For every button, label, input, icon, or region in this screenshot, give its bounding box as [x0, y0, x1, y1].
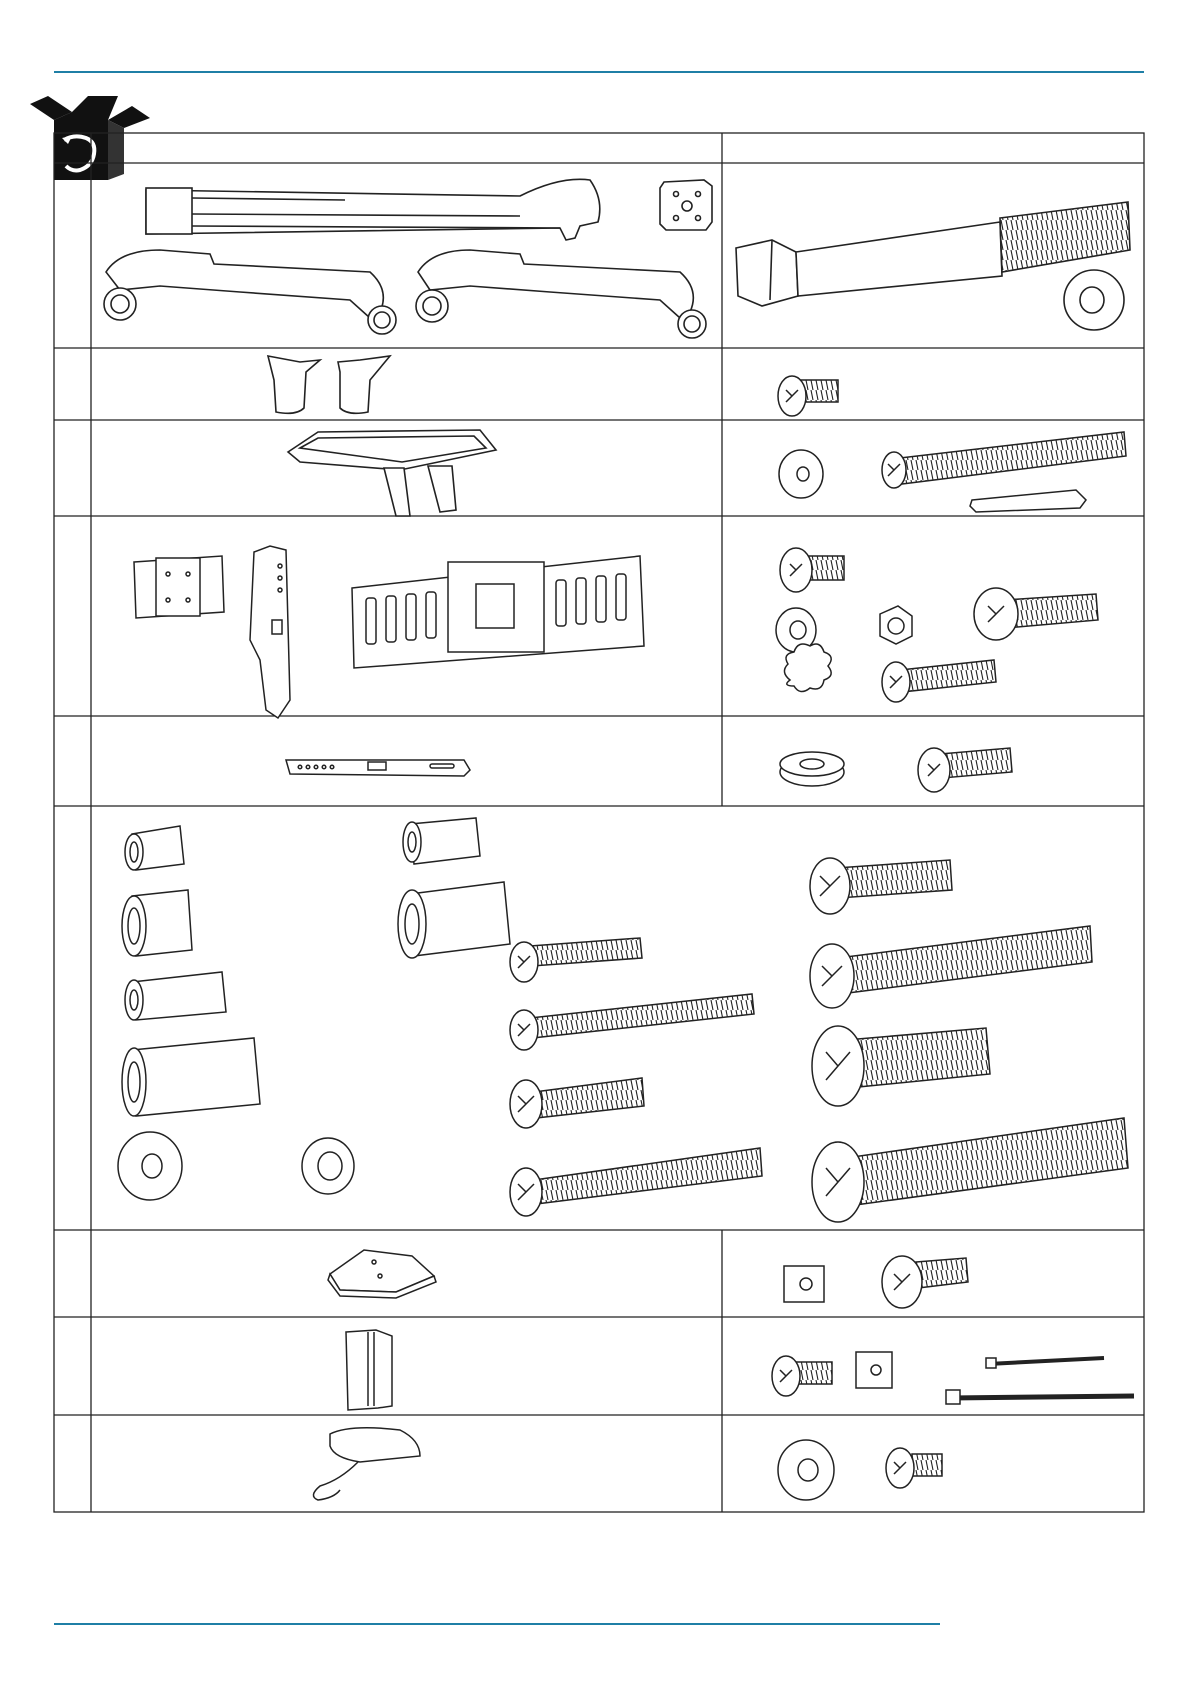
hex-bolt-illustration [736, 202, 1130, 330]
worksurface-illustration [288, 430, 496, 516]
screws-assortment-illustration [510, 858, 1128, 1222]
screw-nut-cable-ties-illustration [772, 1352, 1134, 1404]
screws-nut-knob-illustration [776, 548, 1098, 702]
spacers-assortment-illustration [118, 818, 510, 1200]
cable-cover-illustration [346, 1330, 392, 1410]
top-cap-illustration [313, 1428, 420, 1500]
table-grid [54, 133, 1144, 1512]
cart-base-illustration [104, 179, 712, 338]
vesa-plates-illustration [134, 546, 644, 718]
washer-screw-illustration [778, 1440, 942, 1500]
square-nut-screw-illustration [784, 1256, 968, 1308]
shelf-bracket-illustration [328, 1250, 436, 1298]
adapter-bracket-illustration [286, 760, 470, 776]
spacer-screw-illustration [780, 748, 1012, 792]
washer-screw-bracket-illustration [779, 432, 1126, 512]
pan-screw-illustration [778, 376, 838, 416]
handle-grips-illustration [268, 356, 390, 413]
